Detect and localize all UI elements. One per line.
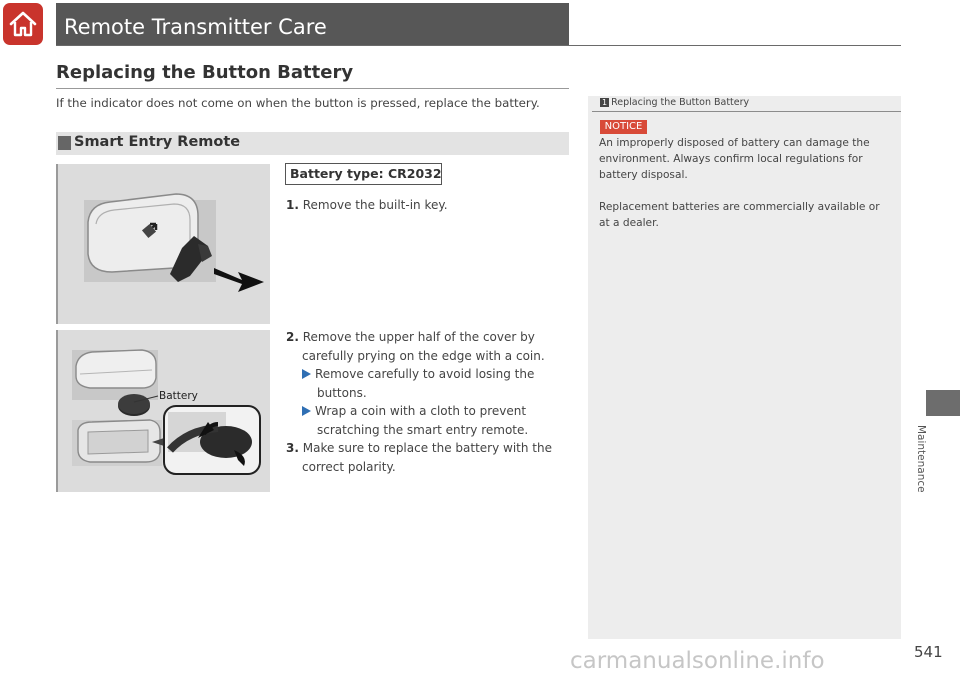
intro-text: If the indicator does not come on when the button is pressed, replace the battery.	[56, 96, 540, 110]
step-2-sub-2-line-1: Wrap a coin with a cloth to prevent	[315, 404, 527, 418]
square-bullet-icon	[58, 136, 71, 150]
battery-label: Battery	[159, 390, 198, 402]
step-2-line-2: carefully prying on the edge with a coin.	[302, 348, 545, 363]
page-number: 541	[914, 643, 943, 661]
notice-badge: NOTICE	[600, 120, 647, 134]
step-3	[286, 439, 552, 458]
step-2-sub-1-line-1: Remove carefully to avoid losing the	[315, 367, 535, 381]
section-heading: Replacing the Button Battery	[56, 62, 354, 83]
info-line-2: at a dealer.	[599, 217, 659, 229]
info-line-1: Replacement batteries are commercially available or	[599, 201, 880, 213]
page-title-bar	[56, 3, 569, 45]
reference-number-badge: 1	[602, 98, 608, 107]
notice-line-2: environment. Always confirm local regulations for	[599, 153, 863, 165]
step-3-line-1: Make sure to replace the battery with the	[302, 441, 553, 455]
notice-line-1: An improperly disposed of battery can damage the	[599, 137, 870, 149]
chapter-tab-label: Maintenance	[915, 425, 927, 493]
title-divider	[56, 45, 901, 46]
page-title: Remote Transmitter Care	[64, 15, 327, 39]
battery-type-box	[285, 163, 442, 185]
notice-line-3: battery disposal.	[599, 169, 688, 181]
subsection-header	[56, 132, 569, 155]
step-1-number: 1.	[286, 198, 299, 212]
side-note-title	[600, 97, 749, 108]
step-2-sub-1-line-2: buttons.	[317, 385, 367, 400]
side-note-title-text: Replacing the Button Battery	[611, 97, 750, 108]
chapter-tab-marker[interactable]	[926, 390, 960, 416]
arrow-bullet-icon	[302, 406, 311, 416]
step-3-line-2: correct polarity.	[302, 459, 396, 474]
step-2-number: 2.	[286, 330, 299, 344]
subsection-title: Smart Entry Remote	[74, 134, 241, 150]
side-note-divider	[592, 111, 901, 112]
home-button[interactable]	[3, 3, 43, 45]
step-3-number: 3.	[286, 441, 299, 455]
illustration-remove-key	[56, 164, 270, 324]
chapter-tab[interactable]	[915, 425, 943, 515]
step-1-text: Remove the built-in key.	[302, 198, 448, 212]
step-2-line-1: Remove the upper half of the cover by	[302, 330, 535, 344]
illustration-battery	[56, 330, 270, 492]
battery-type-text: Battery type: CR2032	[290, 166, 442, 181]
step-2-sub-2-line-2: scratching the smart entry remote.	[317, 422, 529, 437]
step-2-sub-1	[302, 365, 534, 384]
home-icon	[8, 9, 38, 39]
step-2	[286, 328, 535, 347]
step-2-sub-2	[302, 402, 526, 421]
step-1	[286, 196, 448, 215]
section-divider	[56, 88, 569, 89]
watermark: carmanualsonline.info	[570, 648, 825, 674]
arrow-bullet-icon	[302, 369, 311, 379]
